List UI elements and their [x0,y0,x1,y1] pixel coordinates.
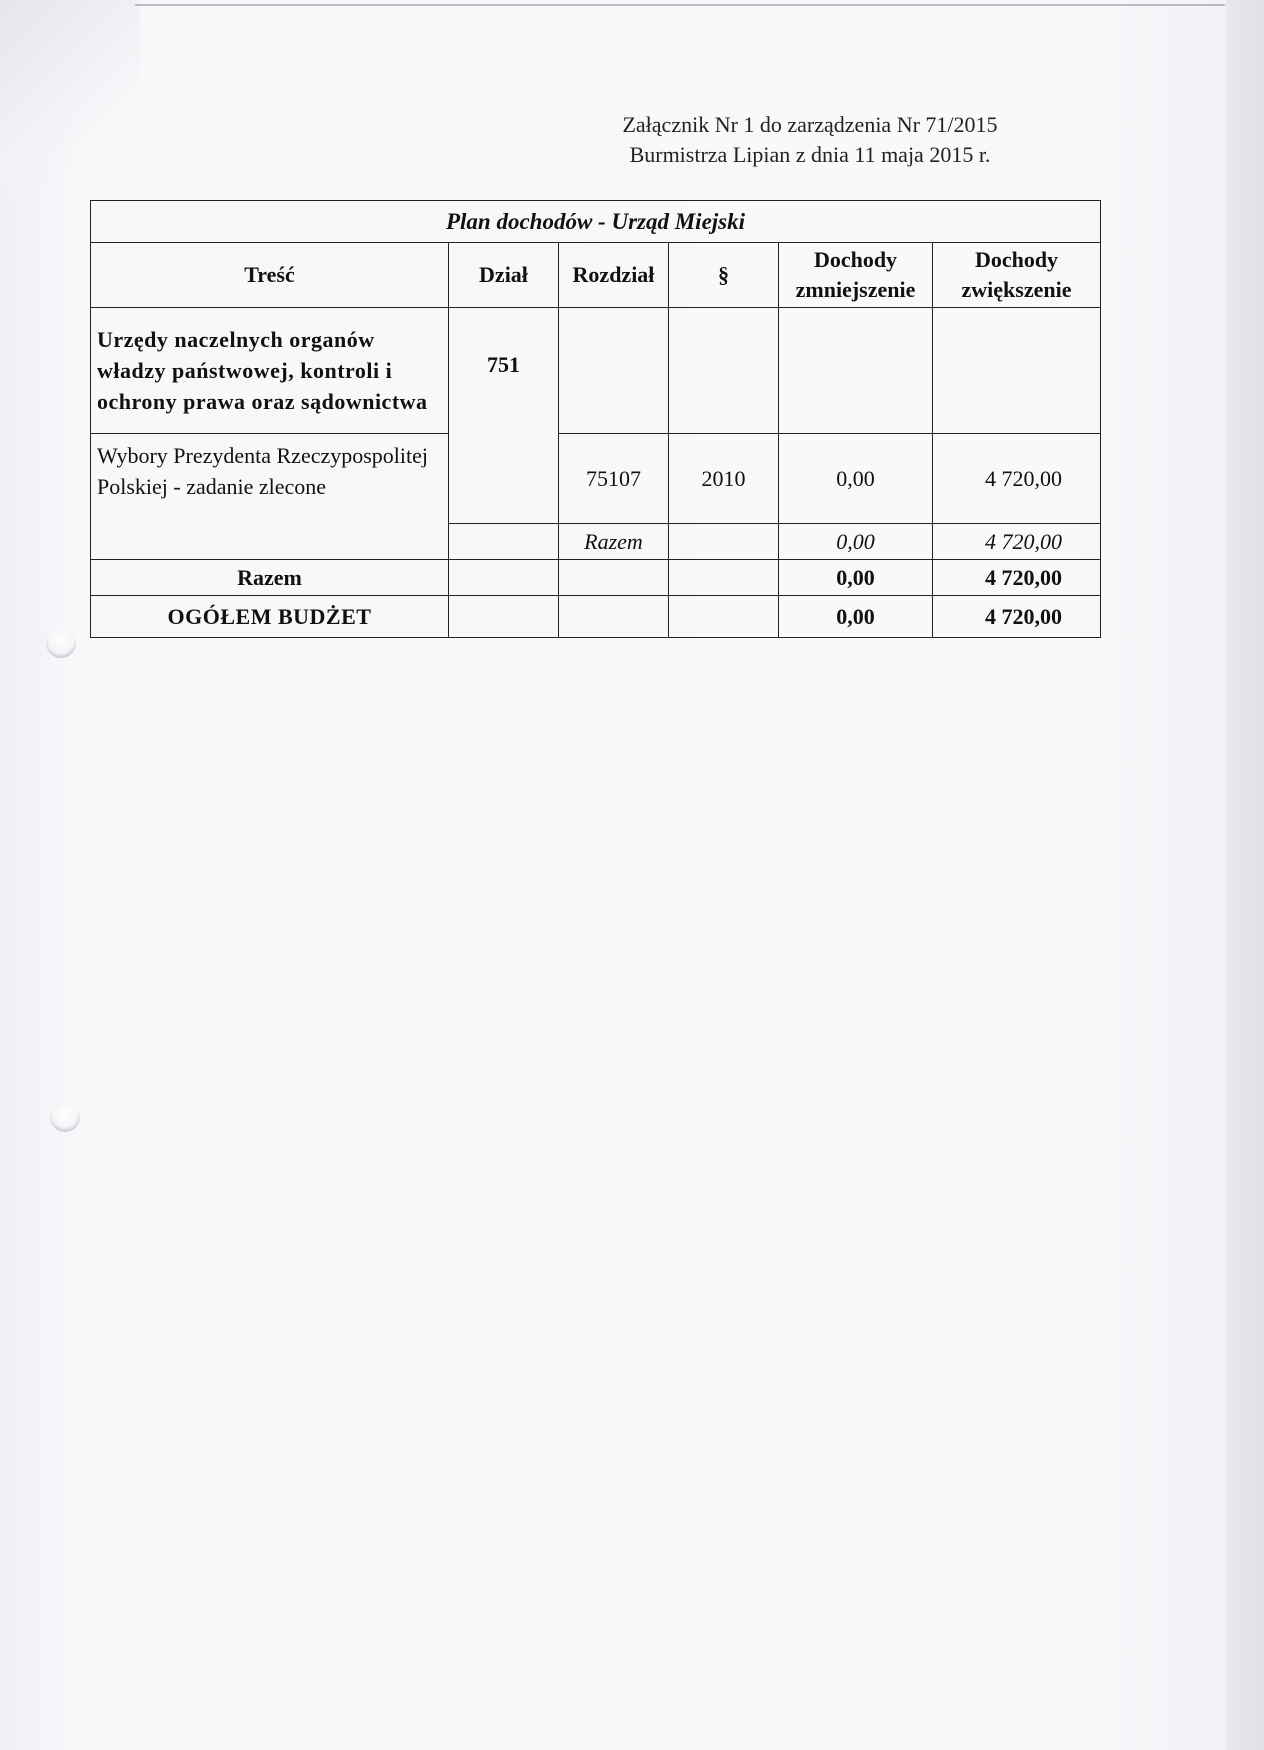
page-top-edge [135,4,1225,6]
punch-hole-icon [46,628,76,658]
punch-hole-icon [50,1102,80,1132]
section-name: Urzędy naczelnych organów władzy państwowej, kontroli i ochrony prawa oraz sądownictwa [91,308,449,434]
total-row [91,560,1101,596]
subtotal-dzial-empty [449,524,559,560]
subtotal-zwiekszenie: 4 720,00 [933,524,1101,560]
header-zmniejszenie: Dochody zmniejszenie [779,243,933,308]
grand-total-rozdzial-empty [559,596,669,638]
page-right-edge [1226,0,1264,1750]
section-paragraf-empty [669,308,779,434]
attachment-line-1: Załącznik Nr 1 do zarządzenia Nr 71/2015 [622,112,998,137]
header-rozdzial: Rozdział [559,243,669,308]
table-title-row [91,201,1101,243]
item-zmniejszenie: 0,00 [779,434,933,524]
section-rozdzial-empty [559,308,669,434]
header-row [91,243,1101,308]
header-zwiekszenie: Dochody zwiększenie [933,243,1101,308]
header-dzial: Dział [449,243,559,308]
total-zwiekszenie: 4 720,00 [933,560,1101,596]
total-zmniejszenie: 0,00 [779,560,933,596]
section-zmniejszenie-empty [779,308,933,434]
attachment-line-2: Burmistrza Lipian z dnia 11 maja 2015 r. [629,142,991,167]
item-paragraf: 2010 [669,434,779,524]
budget-table [90,200,1101,638]
grand-total-row [91,596,1101,638]
grand-total-dzial-empty [449,596,559,638]
attachment-header [560,110,1060,170]
item-row [91,434,1101,524]
section-dzial: 751 [449,308,559,524]
table-title: Plan dochodów - Urząd Miejski [91,201,1101,243]
subtotal-paragraf-empty [669,524,779,560]
total-label: Razem [91,560,449,596]
subtotal-zmniejszenie: 0,00 [779,524,933,560]
grand-total-zwiekszenie: 4 720,00 [933,596,1101,638]
total-rozdzial-empty [559,560,669,596]
subtotal-label: Razem [559,524,669,560]
grand-total-label: OGÓŁEM BUDŻET [91,596,449,638]
grand-total-paragraf-empty [669,596,779,638]
section-row [91,308,1101,434]
total-paragraf-empty [669,560,779,596]
header-paragraf: § [669,243,779,308]
item-name: Wybory Prezydenta Rzeczypospolitej Polskiej - zadanie zlecone [91,434,449,560]
total-dzial-empty [449,560,559,596]
item-zwiekszenie: 4 720,00 [933,434,1101,524]
item-rozdzial: 75107 [559,434,669,524]
header-tresc: Treść [91,243,449,308]
section-zwiekszenie-empty [933,308,1101,434]
grand-total-zmniejszenie: 0,00 [779,596,933,638]
